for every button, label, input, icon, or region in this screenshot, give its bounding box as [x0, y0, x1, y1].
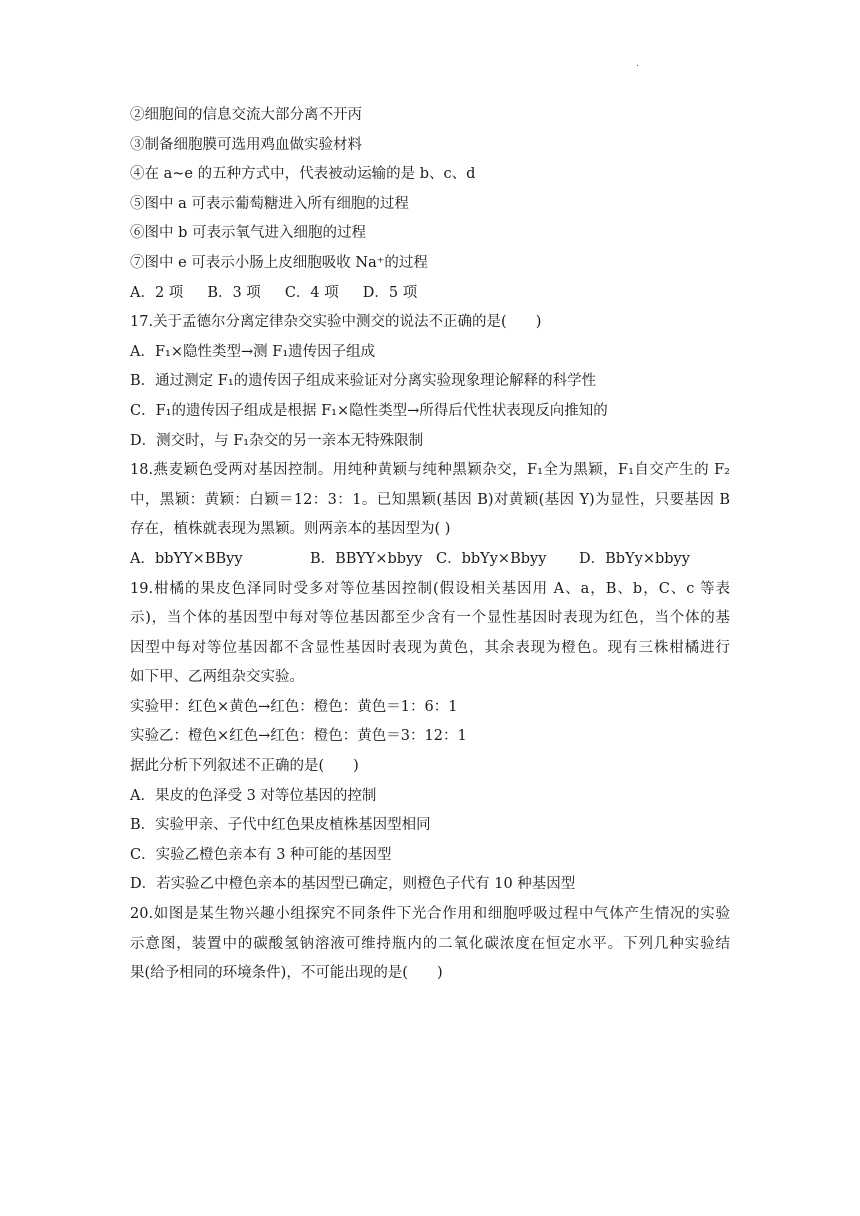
q18-options: [130, 545, 730, 575]
q16-item-7: ⑦图中 e 可表示小肠上皮细胞吸收 Na⁺的过程: [130, 254, 428, 271]
q19-option-a: A．果皮的色泽受 3 对等位基因的控制: [130, 787, 377, 804]
q16-option-b: B．3 项: [207, 284, 261, 301]
q16-options: [130, 279, 730, 309]
q16-option-c: C．4 项: [284, 284, 339, 301]
q16-option-d: D．5 项: [362, 284, 418, 301]
question-content: [130, 101, 730, 989]
q16-item-2: ②细胞间的信息交流大部分离不开丙: [130, 107, 362, 123]
q19-stem-line-4: 如下甲、乙两组杂交实验。: [130, 669, 304, 686]
q16-item-6: ⑥图中 b 可表示氧气进入细胞的过程: [130, 225, 366, 242]
q18-stem-line-2: 中，黑颖：黄颖：白颖＝12：3：1。已知黑颖(基因 B)对黄颖(基因 Y)为显性，只要基因 B: [130, 491, 730, 508]
q19-stem-line-1: 19.柑橘的果皮色泽同时受多对等位基因控制(假设相关基因用 A、a，B、b，C、c 等表: [130, 580, 730, 597]
q20-stem-line-2: 示意图，装置中的碳酸氢钠溶液可维持瓶内的二氧化碳浓度在恒定水平。下列几种实验结: [130, 935, 730, 952]
q17-stem: 17.关于孟德尔分离定律杂交实验中测交的说法不正确的是( ): [130, 314, 542, 331]
q17-option-a: A．F₁×隐性类型→测 F₁遗传因子组成: [130, 343, 376, 360]
q18-option-b: B．BBYY×bbyy: [310, 550, 423, 567]
q16-item-4: ④在 a~e 的五种方式中，代表被动运输的是 b、c、d: [130, 166, 476, 183]
q18-option-a: A．bbYY×BByy: [130, 550, 243, 567]
q19-stem-line-2: 示)，当个体的基因型中每对等位基因都至少含有一个显性基因时表现为红色，当个体的基: [130, 610, 730, 627]
q19-experiment-2: 实验乙：橙色×红色→红色：橙色：黄色＝3：12：1: [130, 728, 467, 745]
q19-option-b: B．实验甲亲、子代中红色果皮植株基因型相同: [130, 817, 431, 834]
q19-stem-line-3: 因型中每对等位基因都不含显性基因时表现为黄色，其余表现为橙色。现有三株柑橘进行: [130, 639, 730, 656]
q17-option-c: C．F₁的遗传因子组成是根据 F₁×隐性类型→所得后代性状表现反向推知的: [130, 402, 608, 419]
q20-stem-line-1: 20.如图是某生物兴趣小组探究不同条件下光合作用和细胞呼吸过程中气体产生情况的实验: [130, 906, 730, 923]
q19-option-c: C．实验乙橙色亲本有 3 种可能的基因型: [130, 846, 392, 863]
q19-experiment-1: 实验甲：红色×黄色→红色：橙色：黄色＝1：6：1: [130, 698, 458, 715]
q18-stem-line-3: 存在，植株就表现为黑颖。则两亲本的基因型为( ): [130, 521, 451, 538]
q19-question: 据此分析下列叙述不正确的是( ): [130, 758, 359, 775]
q19-option-d: D．若实验乙中橙色亲本的基因型已确定，则橙色子代有 10 种基因型: [130, 876, 576, 893]
q16-option-a: A．2 项: [130, 284, 184, 301]
q18-option-c: C．bbYy×Bbyy: [436, 550, 547, 567]
q16-item-5: ⑤图中 a 可表示葡萄糖进入所有细胞的过程: [130, 195, 409, 212]
q18-stem-line-1: 18.燕麦颖色受两对基因控制。用纯种黄颖与纯种黑颖杂交，F₁全为黑颖，F₁自交产生的 F₂: [130, 462, 730, 479]
header-mark: .: [636, 58, 640, 69]
q20-stem-line-3: 果(给予相同的环境条件)，不可能出现的是( ): [130, 965, 443, 982]
q17-option-b: B．通过测定 F₁的遗传因子组成来验证对分离实验现象理论解释的科学性: [130, 373, 597, 390]
q18-option-d: D．BbYy×bbyy: [579, 550, 690, 567]
q17-option-d: D．测交时，与 F₁杂交的另一亲本无特殊限制: [130, 432, 424, 449]
q16-item-3: ③制备细胞膜可选用鸡血做实验材料: [130, 136, 362, 153]
